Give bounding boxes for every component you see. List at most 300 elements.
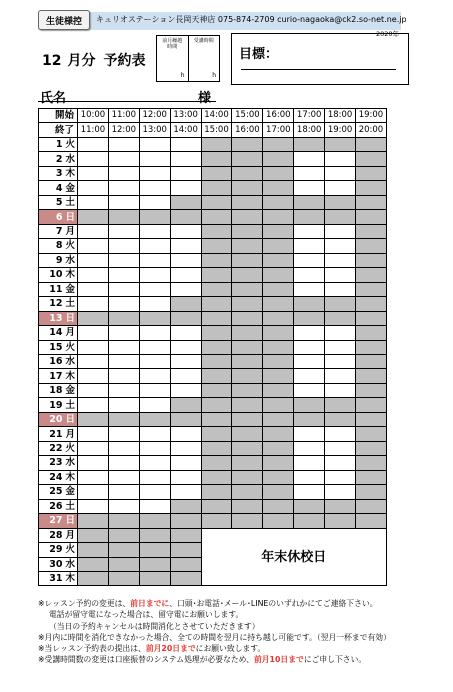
- slot-available[interactable]: [325, 441, 356, 455]
- slot-available[interactable]: [108, 354, 139, 368]
- slot-unavailable: [139, 210, 170, 224]
- month-number: 12: [42, 53, 62, 69]
- slot-available[interactable]: [139, 369, 170, 383]
- slot-available[interactable]: [139, 181, 170, 195]
- slot-available[interactable]: [108, 253, 139, 267]
- day-row: [39, 369, 387, 383]
- slot-available[interactable]: [139, 224, 170, 238]
- day-number: 23: [39, 456, 65, 470]
- slot-unavailable: [294, 137, 325, 151]
- slot-available[interactable]: [108, 398, 139, 412]
- slot-available[interactable]: [325, 239, 356, 253]
- slot-unavailable: [294, 412, 325, 426]
- slot-unavailable: [325, 499, 356, 513]
- time-header-cell: 16:00: [263, 109, 294, 123]
- time-header-cell: 15:00: [232, 109, 263, 123]
- weekday-label: 土: [65, 297, 78, 311]
- day-row: [39, 499, 387, 513]
- slot-available[interactable]: [78, 137, 109, 151]
- slot-unavailable: [263, 326, 294, 340]
- slot-available[interactable]: [294, 456, 325, 470]
- slot-available[interactable]: [108, 470, 139, 484]
- slot-unavailable: [232, 326, 263, 340]
- slot-available[interactable]: [108, 239, 139, 253]
- slot-closed: [108, 557, 139, 571]
- slot-available[interactable]: [78, 369, 109, 383]
- slot-unavailable: [170, 398, 201, 412]
- name-label: 氏名: [40, 91, 67, 106]
- slot-available[interactable]: [170, 369, 201, 383]
- slot-unavailable: [263, 253, 294, 267]
- slot-available[interactable]: [108, 282, 139, 296]
- slot-available[interactable]: [78, 383, 109, 397]
- weekday-label: 火: [65, 137, 78, 151]
- slot-unavailable: [201, 166, 232, 180]
- time-header-cell: 12:00: [108, 123, 139, 137]
- slot-unavailable: [263, 311, 294, 325]
- slot-available[interactable]: [108, 499, 139, 513]
- slot-available[interactable]: [170, 239, 201, 253]
- weekday-label: 水: [65, 557, 78, 571]
- slot-available[interactable]: [139, 383, 170, 397]
- day-number: 7: [39, 224, 65, 238]
- day-number: 10: [39, 268, 65, 282]
- slot-available[interactable]: [170, 282, 201, 296]
- slot-available[interactable]: [325, 253, 356, 267]
- day-row: [39, 340, 387, 354]
- slot-closed: [139, 557, 170, 571]
- slot-unavailable: [263, 383, 294, 397]
- slot-available[interactable]: [170, 456, 201, 470]
- slot-available[interactable]: [108, 485, 139, 499]
- slot-closed: [78, 528, 109, 542]
- slot-unavailable: [356, 398, 387, 412]
- slot-available[interactable]: [108, 152, 139, 166]
- weekday-label: 水: [65, 456, 78, 470]
- slot-unavailable: [263, 441, 294, 455]
- slot-unavailable: [356, 137, 387, 151]
- slot-unavailable: [201, 181, 232, 195]
- slot-unavailable: [263, 398, 294, 412]
- slot-available[interactable]: [325, 340, 356, 354]
- day-row: [39, 383, 387, 397]
- slot-available[interactable]: [170, 340, 201, 354]
- slot-unavailable: [232, 499, 263, 513]
- slot-available[interactable]: [139, 253, 170, 267]
- slot-unavailable: [263, 282, 294, 296]
- weekday-label: 水: [65, 152, 78, 166]
- slot-unavailable: [356, 326, 387, 340]
- slot-unavailable: [356, 181, 387, 195]
- slot-available[interactable]: [78, 152, 109, 166]
- time-header-cell: 11:00: [108, 109, 139, 123]
- day-row: [39, 152, 387, 166]
- slot-available[interactable]: [108, 224, 139, 238]
- slot-unavailable: [201, 441, 232, 455]
- slot-unavailable: [325, 195, 356, 209]
- slot-unavailable: [356, 485, 387, 499]
- slot-closed: [78, 543, 109, 557]
- slot-available[interactable]: [108, 369, 139, 383]
- weekday-label: 土: [65, 195, 78, 209]
- day-row: [39, 427, 387, 441]
- slot-available[interactable]: [294, 152, 325, 166]
- slot-available[interactable]: [108, 195, 139, 209]
- time-header-cell: 17:00: [263, 123, 294, 137]
- slot-unavailable: [263, 340, 294, 354]
- slot-available[interactable]: [325, 485, 356, 499]
- day-number: 25: [39, 485, 65, 499]
- prev-hours-cell[interactable]: [157, 36, 188, 81]
- day-number: 13: [39, 311, 65, 325]
- slot-unavailable: [108, 514, 139, 528]
- time-header-cell: 10:00: [78, 109, 109, 123]
- day-row: [39, 354, 387, 368]
- slot-available[interactable]: [325, 224, 356, 238]
- slot-available[interactable]: [108, 166, 139, 180]
- day-number: 27: [39, 514, 65, 528]
- attend-hours-label: 受講時間: [193, 38, 214, 44]
- slot-available[interactable]: [78, 224, 109, 238]
- slot-available[interactable]: [139, 152, 170, 166]
- slot-available[interactable]: [78, 354, 109, 368]
- day-row: [39, 456, 387, 470]
- slot-unavailable: [232, 427, 263, 441]
- day-number: 12: [39, 297, 65, 311]
- slot-available[interactable]: [325, 268, 356, 282]
- slot-available[interactable]: [78, 441, 109, 455]
- slot-unavailable: [263, 412, 294, 426]
- weekday-label: 木: [65, 572, 78, 586]
- day-row: [39, 282, 387, 296]
- start-row-blank: 開: [39, 109, 65, 123]
- weekday-label: 金: [65, 485, 78, 499]
- slot-unavailable: [356, 514, 387, 528]
- slot-available[interactable]: [170, 224, 201, 238]
- slot-unavailable: [201, 326, 232, 340]
- slot-unavailable: [232, 166, 263, 180]
- slot-available[interactable]: [139, 470, 170, 484]
- slot-available[interactable]: [325, 181, 356, 195]
- slot-available[interactable]: [108, 427, 139, 441]
- slot-unavailable: [356, 210, 387, 224]
- slot-available[interactable]: [78, 239, 109, 253]
- slot-closed: [139, 543, 170, 557]
- slot-available[interactable]: [325, 369, 356, 383]
- slot-unavailable: [356, 369, 387, 383]
- slot-unavailable: [325, 412, 356, 426]
- day-row: [39, 253, 387, 267]
- slot-available[interactable]: [78, 427, 109, 441]
- reservation-table: [38, 108, 387, 586]
- slot-available[interactable]: [108, 181, 139, 195]
- slot-unavailable: [232, 181, 263, 195]
- slot-available[interactable]: [78, 282, 109, 296]
- slot-unavailable: [263, 297, 294, 311]
- day-row: [39, 398, 387, 412]
- slot-unavailable: [201, 514, 232, 528]
- slot-unavailable: [78, 514, 109, 528]
- slot-unavailable: [170, 499, 201, 513]
- day-row: [39, 210, 387, 224]
- slot-unavailable: [263, 485, 294, 499]
- slot-unavailable: [325, 311, 356, 325]
- slot-unavailable: [139, 412, 170, 426]
- slot-available[interactable]: [139, 326, 170, 340]
- slot-available[interactable]: [170, 152, 201, 166]
- slot-available[interactable]: [294, 253, 325, 267]
- slot-unavailable: [232, 137, 263, 151]
- slot-unavailable: [325, 297, 356, 311]
- slot-unavailable: [325, 137, 356, 151]
- slot-available[interactable]: [325, 152, 356, 166]
- slot-unavailable: [201, 195, 232, 209]
- weekday-label: 金: [65, 383, 78, 397]
- weekday-label: 月: [65, 326, 78, 340]
- slot-unavailable: [356, 152, 387, 166]
- note-text: 電話が留守電になった場合は、留守電にお願いします。: [49, 610, 244, 620]
- student-copy-tag: 生徒様控: [38, 10, 90, 30]
- slot-available[interactable]: [78, 253, 109, 267]
- note-line: [38, 654, 448, 665]
- day-number: 14: [39, 326, 65, 340]
- slot-available[interactable]: [139, 340, 170, 354]
- slot-available[interactable]: [108, 441, 139, 455]
- slot-available[interactable]: [78, 326, 109, 340]
- slot-unavailable: [201, 485, 232, 499]
- slot-closed: [108, 528, 139, 542]
- slot-unavailable: [356, 383, 387, 397]
- slot-available[interactable]: [294, 427, 325, 441]
- slot-available[interactable]: [78, 340, 109, 354]
- time-header-cell: 15:00: [201, 123, 232, 137]
- slot-available[interactable]: [294, 383, 325, 397]
- weekday-label: 火: [65, 239, 78, 253]
- day-number: 30: [39, 557, 65, 571]
- slot-unavailable: [201, 224, 232, 238]
- name-field[interactable]: [38, 101, 216, 102]
- day-number: 9: [39, 253, 65, 267]
- note-text: ※レッスン予約の変更は、: [38, 599, 131, 608]
- day-number: 19: [39, 398, 65, 412]
- slot-closed: [139, 572, 170, 586]
- slot-unavailable: [201, 427, 232, 441]
- slot-available[interactable]: [294, 485, 325, 499]
- slot-available[interactable]: [294, 441, 325, 455]
- slot-available[interactable]: [139, 268, 170, 282]
- day-number: 20: [39, 412, 65, 426]
- slot-available[interactable]: [170, 268, 201, 282]
- attend-hours-cell[interactable]: [188, 36, 220, 81]
- slot-available[interactable]: [325, 282, 356, 296]
- prev-hours-label-2: 時間: [167, 44, 178, 50]
- slot-unavailable: [263, 456, 294, 470]
- slot-available[interactable]: [170, 470, 201, 484]
- slot-available[interactable]: [294, 326, 325, 340]
- shop-info: キュリオステーション長岡天神店 075-874-2709 curio-nagaoka@ck2.so-net.ne.jp: [96, 15, 407, 24]
- note-deadline: 前日までに: [130, 599, 170, 608]
- day-row: [39, 268, 387, 282]
- slot-unavailable: [232, 470, 263, 484]
- goal-label: 目標：: [239, 47, 279, 62]
- slot-available[interactable]: [294, 470, 325, 484]
- slot-available[interactable]: [78, 195, 109, 209]
- prev-hours-label-1: 前月繰越: [162, 38, 183, 44]
- slot-available[interactable]: [139, 354, 170, 368]
- day-row: [39, 239, 387, 253]
- day-row: [39, 528, 387, 542]
- slot-available[interactable]: [78, 499, 109, 513]
- slot-available[interactable]: [78, 398, 109, 412]
- note-line: [38, 643, 448, 654]
- day-number: 11: [39, 282, 65, 296]
- weekday-label: 火: [65, 340, 78, 354]
- slot-available[interactable]: [294, 340, 325, 354]
- slot-unavailable: [263, 427, 294, 441]
- hours-box: [156, 35, 220, 82]
- slot-unavailable: [356, 427, 387, 441]
- slot-available[interactable]: [108, 297, 139, 311]
- slot-available[interactable]: [139, 239, 170, 253]
- slot-available[interactable]: [170, 383, 201, 397]
- slot-available[interactable]: [108, 383, 139, 397]
- slot-unavailable: [294, 514, 325, 528]
- slot-available[interactable]: [139, 427, 170, 441]
- slot-available[interactable]: [78, 297, 109, 311]
- day-row: [39, 195, 387, 209]
- slot-available[interactable]: [170, 427, 201, 441]
- day-number: 24: [39, 470, 65, 484]
- slot-available[interactable]: [108, 326, 139, 340]
- slot-available[interactable]: [325, 456, 356, 470]
- slot-unavailable: [294, 311, 325, 325]
- slot-available[interactable]: [108, 268, 139, 282]
- slot-unavailable: [294, 195, 325, 209]
- slot-available[interactable]: [108, 137, 139, 151]
- day-number: 17: [39, 369, 65, 383]
- slot-available[interactable]: [78, 166, 109, 180]
- slot-unavailable: [294, 499, 325, 513]
- slot-available[interactable]: [294, 282, 325, 296]
- slot-available[interactable]: [108, 456, 139, 470]
- slot-available[interactable]: [294, 268, 325, 282]
- slot-unavailable: [356, 354, 387, 368]
- end-row: [39, 123, 387, 137]
- slot-available[interactable]: [139, 499, 170, 513]
- schedule-title: 予約表: [103, 53, 146, 69]
- slot-available[interactable]: [139, 485, 170, 499]
- slot-available[interactable]: [325, 383, 356, 397]
- day-number: 15: [39, 340, 65, 354]
- slot-unavailable: [356, 195, 387, 209]
- weekday-label: 木: [65, 166, 78, 180]
- slot-available[interactable]: [325, 326, 356, 340]
- slot-available[interactable]: [170, 166, 201, 180]
- note-text: ※月内に時間を消化できなかった場合、全ての時間を翌月に持ち越し可能です。（翌月一杯まで有効）: [38, 632, 391, 642]
- weekday-label: 土: [65, 499, 78, 513]
- slot-available[interactable]: [294, 181, 325, 195]
- slot-available[interactable]: [78, 268, 109, 282]
- day-number: 6: [39, 210, 65, 224]
- slot-unavailable: [263, 152, 294, 166]
- slot-unavailable: [263, 499, 294, 513]
- slot-unavailable: [232, 398, 263, 412]
- slot-available[interactable]: [139, 297, 170, 311]
- note-deadline: 前月20日まで: [145, 644, 196, 654]
- slot-available[interactable]: [139, 137, 170, 151]
- slot-available[interactable]: [294, 224, 325, 238]
- slot-available[interactable]: [139, 195, 170, 209]
- slot-available[interactable]: [170, 326, 201, 340]
- slot-closed: [78, 557, 109, 571]
- slot-unavailable: [356, 166, 387, 180]
- slot-available[interactable]: [78, 470, 109, 484]
- slot-unavailable: [325, 514, 356, 528]
- slot-closed: [108, 543, 139, 557]
- slot-available[interactable]: [139, 398, 170, 412]
- slot-available[interactable]: [78, 456, 109, 470]
- slot-unavailable: [232, 268, 263, 282]
- slot-available[interactable]: [139, 456, 170, 470]
- time-header-cell: 12:00: [139, 109, 170, 123]
- attend-hours-unit: h: [212, 72, 216, 79]
- time-header-cell: 16:00: [232, 123, 263, 137]
- slot-unavailable: [356, 470, 387, 484]
- slot-closed: [170, 572, 201, 586]
- slot-unavailable: [201, 354, 232, 368]
- slot-available[interactable]: [294, 369, 325, 383]
- slot-available[interactable]: [294, 354, 325, 368]
- note-line: [38, 609, 448, 620]
- slot-available[interactable]: [170, 137, 201, 151]
- slot-available[interactable]: [325, 470, 356, 484]
- slot-available[interactable]: [325, 166, 356, 180]
- slot-available[interactable]: [325, 354, 356, 368]
- slot-available[interactable]: [139, 441, 170, 455]
- slot-available[interactable]: [170, 253, 201, 267]
- slot-available[interactable]: [139, 166, 170, 180]
- slot-unavailable: [139, 514, 170, 528]
- slot-available[interactable]: [108, 340, 139, 354]
- slot-unavailable: [78, 210, 109, 224]
- day-row: [39, 441, 387, 455]
- day-number: 29: [39, 543, 65, 557]
- slot-unavailable: [263, 369, 294, 383]
- slot-unavailable: [232, 412, 263, 426]
- slot-available[interactable]: [325, 427, 356, 441]
- slot-available[interactable]: [170, 181, 201, 195]
- slot-unavailable: [263, 224, 294, 238]
- day-row: [39, 470, 387, 484]
- slot-unavailable: [201, 210, 232, 224]
- slot-available[interactable]: [294, 239, 325, 253]
- slot-available[interactable]: [170, 441, 201, 455]
- weekday-label: 木: [65, 470, 78, 484]
- note-line: [38, 632, 448, 643]
- slot-unavailable: [201, 499, 232, 513]
- weekday-label: 日: [65, 311, 78, 325]
- slot-available[interactable]: [294, 166, 325, 180]
- day-row: [39, 311, 387, 325]
- slot-available[interactable]: [170, 485, 201, 499]
- slot-available[interactable]: [139, 282, 170, 296]
- slot-unavailable: [356, 268, 387, 282]
- slot-available[interactable]: [78, 181, 109, 195]
- slot-unavailable: [232, 383, 263, 397]
- slot-available[interactable]: [78, 485, 109, 499]
- slot-available[interactable]: [170, 354, 201, 368]
- goal-box[interactable]: [231, 33, 409, 85]
